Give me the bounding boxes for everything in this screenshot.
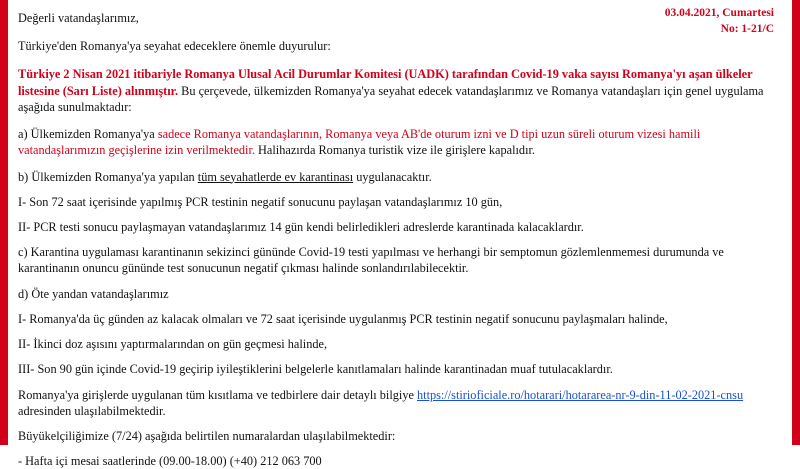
document-number: No: 1-21/C <box>720 22 774 35</box>
document-content <box>8 0 792 469</box>
item-a-tail: Halihazırda Romanya turistik vize ile girişlere kapalıdır. <box>254 143 535 158</box>
item-a-red-text: sadece Romanya vatandaşlarının, Romanya veya AB'de oturum izni ve D tipi uzun süreli oturum vizesi hamili vatandaşlarımızın geçişlerine izin verilmektedir. <box>18 127 701 158</box>
clause-d-3: III- Son 90 gün içinde Covid-19 geçirip iyileştiklerini belgelerle kanıtlamaları halinde karantinadan muaf tutulacaklardır. <box>18 362 613 377</box>
intro-paragraph: Türkiye'den Romanya'ya seyahat edeceklere önemle duyurulur: <box>18 39 331 54</box>
salutation: Değerli vatandaşlarımız, <box>18 11 139 25</box>
contact-line: - Hafta içi mesai saatlerinde (09.00-18.00) (+40) 212 063 700 <box>18 454 322 469</box>
clause-d-2: II- İkinci doz aşısını yaptırmalarından on gün geçmesi halinde, <box>18 337 328 352</box>
link-paragraph-before: Romanya'ya girişlerde uygulanan tüm kısıtlama ve tedbirlere dair detaylı bilgiye <box>18 387 418 402</box>
clause-2: II- PCR testi sonucu paylaşmayan vatandaşlarımız 14 gün kendi belirledikleri adreslerde karantinada kalacaklardır. <box>18 219 584 234</box>
item-b-lead: b) Ülkemizden Romanya'ya yapılan <box>18 169 198 184</box>
document-date: 03.04.2021, Cumartesi <box>664 7 774 19</box>
clause-d-1: I- Romanya'da üç günden az kalacak olmaları ve 72 saat içerisinde uygulanmış PCR testinin negatif sonucunu paylaşmaları halinde, <box>18 311 668 326</box>
clause-d: d) Öte yandan vatandaşlarımız <box>18 286 169 301</box>
right-red-border <box>792 0 800 445</box>
cnsu-link[interactable]: https://stirioficiale.ro/hotarari/hotararea-nr-9-din-11-02-2021-cnsu <box>417 387 744 402</box>
clause-c: c) Karantina uygulaması karantinanın sekizinci gününde Covid-19 testi yapılması ve herhangi bir semptomun gözlemlenmemesi durumunda ve karantinanın onuncu gününde test sonucunun negatif çıkması halinde sonlandırılabilecektir. <box>18 245 724 276</box>
link-paragraph <box>18 387 780 419</box>
notice-paragraph <box>18 66 780 115</box>
item-a-paragraph <box>18 126 780 158</box>
contact-heading: Büyükelçiliğimize (7/24) aşağıda belirtilen numaralardan ulaşılabilmektedir: <box>18 428 396 443</box>
link-paragraph-after: adresinden ulaşılabilmektedir. <box>18 403 166 418</box>
notice-black-text: Bu çerçevede, ülkemizden Romanya'ya seyahat edecek vatandaşlarımız ve Romanya vatandaşları için genel uygulama aşağıda sunulmaktadır: <box>18 83 764 114</box>
item-b-tail: uygulanacaktır. <box>353 169 432 184</box>
item-b-paragraph <box>18 169 780 185</box>
document-header <box>665 6 774 37</box>
left-red-border <box>0 0 8 445</box>
item-a-lead: a) Ülkemizden Romanya'ya <box>18 127 158 142</box>
item-b-underlined-text: tüm seyahatlerde ev karantinası <box>197 169 354 184</box>
notice-red-text: Türkiye 2 Nisan 2021 itibariyle Romanya Ulusal Acil Durumlar Komitesi (UADK) tarafından Covid-19 vaka sayısı Romanya'yı aşan ülkeler listesine (Sarı Liste) alınmıştır. <box>18 67 753 98</box>
clause-1: I- Son 72 saat içerisinde yapılmış PCR testinin negatif sonucunu paylaşan vatandaşlarımız 10 gün, <box>18 194 503 209</box>
